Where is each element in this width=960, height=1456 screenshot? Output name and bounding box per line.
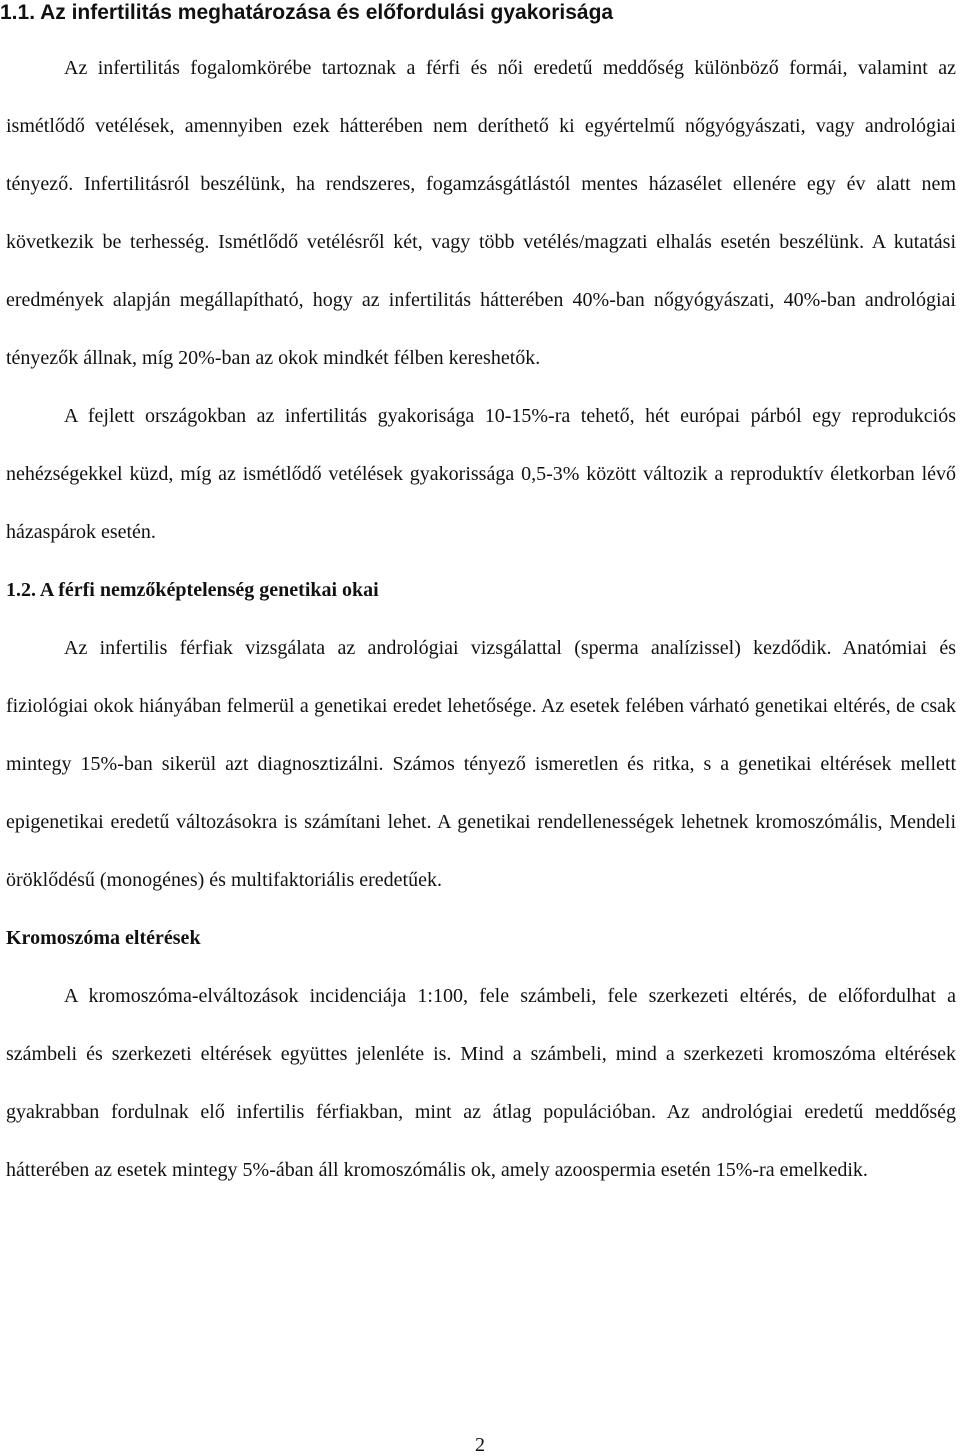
section-heading-1-1: 1.1. Az infertilitás meghatározása és előfordulási gyakorisága <box>0 1 614 24</box>
paragraph-male-genetic-causes: Az infertilis férfiak vizsgálata az andrológiai vizsgálattal (sperma analízissel) kezdődik. Anatómiai és fiziológiai okok hiányában felmerül a genetikai eredet lehetősége. Az esetek felében várható genetikai eltérés, de csak mintegy 15%-ban sikerül azt diagnosztizálni. Számos tényező ismeretlen és ritka, s a genetikai eltérések mellett epigenetikai eredetű változásokra is számítani lehet. A genetikai rendellenességek lehetnek kromoszómális, Mendeli öröklődésű (monogénes) és multifaktoriális eredetűek. <box>6 637 956 891</box>
section-heading-1-2: 1.2. A férfi nemzőképtelenség genetikai okai <box>6 579 379 601</box>
paragraph-chromosome-abnormalities: A kromoszóma-elváltozások incidenciája 1:100, fele számbeli, fele szerkezeti eltérés, de előfordulhat a számbeli és szerkezeti eltérések együttes jelenléte is. Mind a számbeli, mind a szerkezeti kromoszóma eltérések gyakrabban fordulnak elő infertilis férfiakban, mint az átlag populációban. Az andrológiai eredetű meddőség hátterében az esetek mintegy 5%-ában áll kromoszómális ok, amely azoospermia esetén 15%-ra emelkedik. <box>6 985 956 1181</box>
section-heading-chromosome: Kromoszóma eltérések <box>6 927 201 949</box>
page-number: 2 <box>475 1434 485 1456</box>
paragraph-infertility-prevalence: A fejlett országokban az infertilitás gyakorisága 10-15%-ra tehető, hét európai párból egy reprodukciós nehézségekkel küzd, míg az ismétlődő vetélések gyakorissága 0,5-3% között változik a reproduktív életkorban lévő házaspárok esetén. <box>6 405 956 543</box>
paragraph-infertility-definition: Az infertilitás fogalomkörébe tartoznak a férfi és női eredetű meddőség különböző formái, valamint az ismétlődő vetélések, amennyiben ezek hátterében nem deríthető ki egyértelmű nőgyógyászati, vagy andrológiai tényező. Infertilitásról beszélünk, ha rendszeres, fogamzásgátlástól mentes házasélet ellenére egy év alatt nem következik be terhesség. Ismétlődő vetélésről két, vagy több vetélés/magzati elhalás esetén beszélünk. A kutatási eredmények alapján megállapítható, hogy az infertilitás hátterében 40%-ban nőgyógyászati, 40%-ban andrológiai tényezők állnak, míg 20%-ban az okok mindkét félben kereshetők. <box>6 57 956 369</box>
